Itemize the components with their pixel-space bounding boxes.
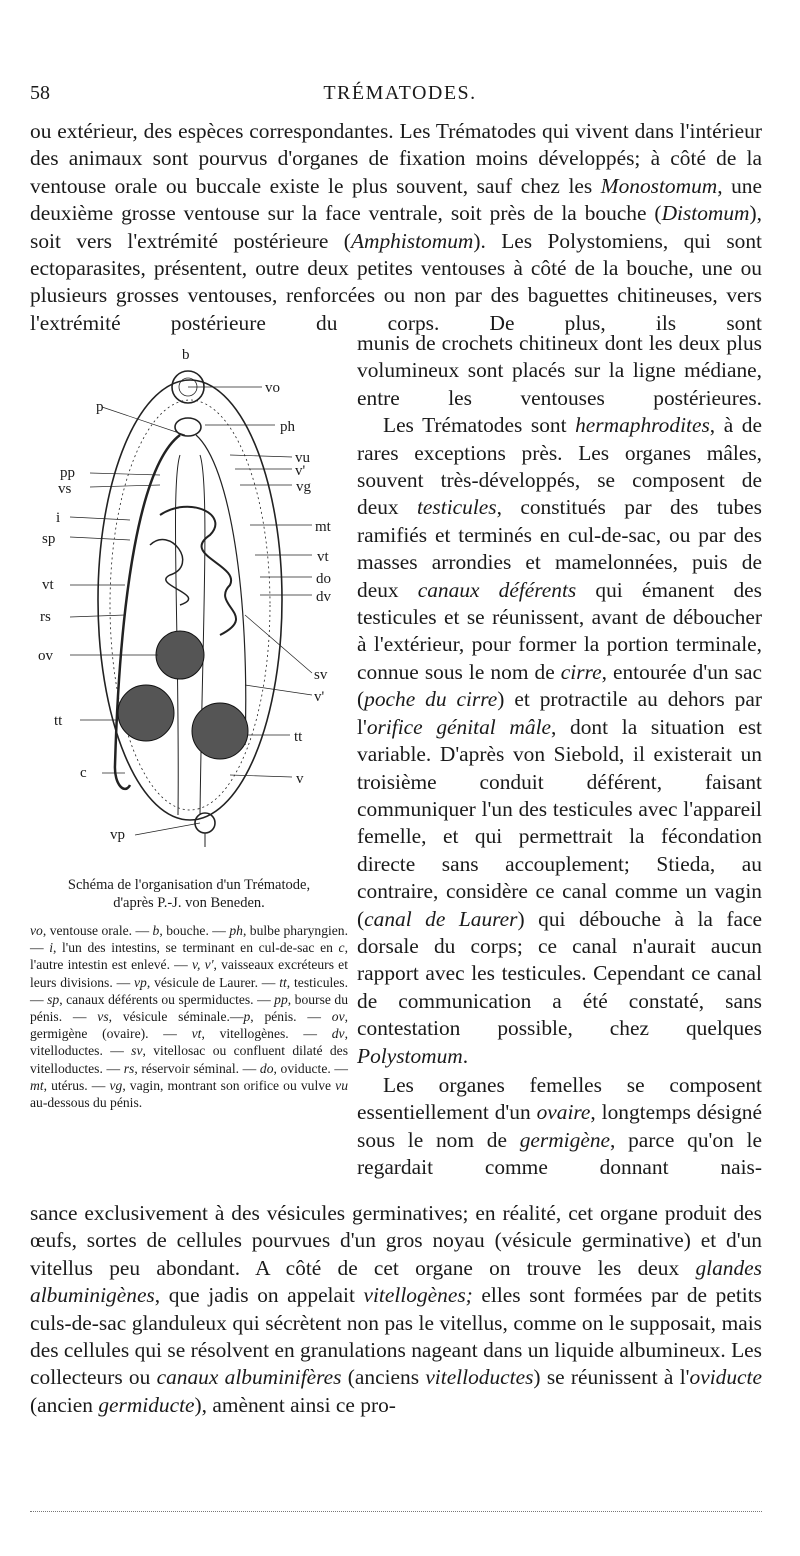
legend-text: , réservoir séminal. — — [134, 1060, 260, 1076]
legend-abbrev: mt — [30, 1077, 44, 1093]
legend-abbrev: vu — [335, 1077, 348, 1093]
fig-label: p — [96, 399, 104, 415]
fig-label: vp — [110, 827, 125, 843]
fig-label: vs — [58, 481, 72, 497]
fig-label: vt — [42, 577, 54, 593]
legend-abbrev: b — [152, 923, 160, 938]
legend-abbrev: p — [243, 1009, 251, 1025]
legend-abbrev: tt — [279, 974, 287, 990]
caption-line: Schéma de l'organisation d'un Trématode, — [67, 877, 311, 893]
legend-abbrev: do — [259, 1060, 274, 1076]
fig-label: i — [56, 510, 61, 526]
paragraph: Les organes femelles se composent essentiellement d'un ovaire, longtemps désigné sous le nom de germigène, parce qu'on le regardait comme donnant nais- — [357, 1072, 762, 1180]
caption-line: d'après P.-J. von Beneden. — [113, 895, 265, 911]
figure-caption — [30, 876, 348, 912]
paragraph: Les Trématodes sont hermaphrodites, à de rares exceptions près. Les organes mâles, souvent très-développés, se composent de deux testicules, constitués par des tubes ramifiés et terminés en cul-de-sac, ou par des masses arrondies et mamelonnées, puis de deux canaux déférents qui émanent des testicules et se réunissent, avant de déboucher à l'extérieur, pour former la portion terminale, connue sous le nom de cirre, entourée d'un sac (poche du cirre) et protractile au dehors par l'orifice génital mâle, dont la situation est variable. D'après von Siebold, il existerait un troisième conduit déférent, faisant communiquer l'un des testicules avec l'appareil femelle, et qui permettrait la fécondation directe sans accouplement; Stieda, au contraire, considère ce canal comme un vagin (canal de Laurer) qui débouche à la face dorsale du corps; ce canal n'aurait aucun rapport avec les testicules. Cependant ce canal de communication a été constaté, sans contestation possible, chez quelques Polystomum. — [357, 413, 762, 1068]
legend-text: , ventouse orale. — — [42, 923, 153, 938]
fig-label: tt — [294, 729, 303, 745]
legend-abbrev: i — [49, 940, 53, 956]
fig-label: tt — [54, 713, 63, 729]
legend-abbrev: vs — [97, 1009, 109, 1025]
legend-text: , bourse du pénis. — — [30, 991, 348, 1025]
fig-label: do — [316, 571, 331, 587]
fig-label: vt — [317, 549, 329, 565]
fig-label: sp — [42, 531, 56, 547]
legend-abbrev: vo — [30, 923, 43, 938]
legend-text: , vésicule séminale.— — [108, 1009, 244, 1025]
legend-text: , canaux déférents ou spermiductes. — — [59, 991, 275, 1007]
top-paragraph: ou extérieur, des espèces correspondantes. Les Trématodes qui vivent dans l'intérieur des animaux sont pourvus d'organes de fixation moins développés; à côté de la ventouse orale ou buccale existe le plus souvent, sauf chez les Monostomum, une deuxième grosse ventouse sur la face ventrale, soit près de la bouche (Distomum), soit vers l'extrémité postérieure (Amphistomum). Les Polystomiens, qui sont ectoparasites, présentent, outre deux petites ventouses à côté de la bouche, une ou plusieurs grosses ventouses, renforcées ou non par des baguettes chitineuses, vers l'extrémité postérieure du corps. De plus, ils sont — [30, 119, 762, 335]
fig-label: vo — [265, 380, 280, 396]
legend-abbrev: ph — [229, 923, 243, 938]
testis-left — [118, 685, 174, 741]
legend-text: , germigène (ovaire). — — [30, 1009, 349, 1042]
footer-dotted-rule — [30, 1505, 762, 1512]
legend-text: , vitelloductes. — — [30, 1026, 348, 1059]
legend-text: , vésicule de Laurer. — — [146, 974, 280, 990]
legend-text: , bulbe pharyngien. — — [30, 923, 349, 956]
legend-abbrev: vt — [191, 1026, 202, 1042]
page-number: 58 — [30, 82, 50, 104]
legend-text: , vitellosac ou confluent dilaté des vitelloductes. — — [30, 1043, 348, 1076]
paragraph: munis de crochets chitineux dont les deux plus volumineux sont placés sur la ligne médiane, entre les ventouses postérieures. — [357, 331, 762, 410]
fig-label: v' — [295, 463, 306, 479]
legend-text: , vagin, montrant son orifice ou vulve — [122, 1077, 336, 1093]
fig-label: vg — [296, 479, 311, 495]
fig-label: c — [80, 765, 87, 781]
fig-label: sv — [314, 667, 328, 683]
fig-label: v — [296, 771, 304, 787]
legend-text: , pénis. — — [250, 1009, 332, 1025]
fig-label: pp — [60, 465, 75, 481]
legend-text: , vitellogènes. — — [201, 1026, 332, 1042]
legend-text: au-dessous du pénis. — [30, 1095, 143, 1111]
fig-label: v' — [314, 689, 325, 705]
fig-label: dv — [316, 589, 331, 605]
legend-abbrev: vg — [109, 1077, 123, 1093]
legend-abbrev: vp — [134, 974, 147, 990]
fig-label: vu — [295, 450, 310, 466]
fig-label: b — [182, 347, 190, 363]
legend-text: , utérus. — — [43, 1077, 110, 1093]
legend-text: , l'autre intestin est enlevé. — — [30, 940, 348, 973]
fig-label: ov — [38, 648, 53, 664]
testis-right — [192, 703, 248, 759]
right-column — [357, 330, 762, 1182]
legend-abbrev: dv — [331, 1026, 345, 1042]
legend-text: , vaisseaux excréteurs et leurs divisions. — — [30, 957, 348, 990]
legend-text: , l'un des intestins, se terminant en cul-de-sac en — [53, 940, 339, 956]
fig-label: mt — [315, 519, 331, 535]
fig-label: rs — [40, 609, 51, 625]
legend-text: , bouche. — — [159, 923, 230, 938]
ovary — [156, 631, 204, 679]
legend-abbrev: v, v' — [191, 957, 214, 973]
trematode-diagram — [30, 345, 348, 865]
trematode-figure — [30, 345, 348, 865]
legend-abbrev: ov — [331, 1009, 345, 1025]
legend-abbrev: c — [338, 940, 345, 956]
legend-abbrev: sp — [47, 991, 60, 1007]
legend-text: , oviducte. — — [273, 1060, 348, 1076]
legend-abbrev: sv — [131, 1043, 143, 1059]
running-head: TRÉMATODES. — [323, 82, 477, 104]
fig-label: ph — [280, 419, 295, 435]
figure-legend — [30, 922, 348, 1111]
legend-abbrev: pp — [274, 991, 288, 1007]
legend-text: , testicules. — — [30, 974, 348, 1007]
bottom-paragraph: sance exclusivement à des vésicules germinatives; en réalité, cet organe produit des œufs, sortes de cellules pourvues d'un gros noyau (vésicule germinative) et d'un vitellus peu abondant. A côté de cet organe on trouve les deux glandes albuminigènes, que jadis on appelait vitellogènes; elles sont formées par de petits culs-de-sac glanduleux qui sécrètent non pas le vitellus, comme on le supposait, mais des cellules qui se résolvent en granulations nageant dans un liquide albumineux. Les collecteurs ou canaux albuminifères (anciens vitelloductes) se réunissent à l'oviducte (ancien germiducte), amènent ainsi ce pro- — [30, 1201, 762, 1417]
legend-abbrev: rs — [123, 1060, 135, 1076]
laurer-vesicle — [195, 813, 215, 833]
